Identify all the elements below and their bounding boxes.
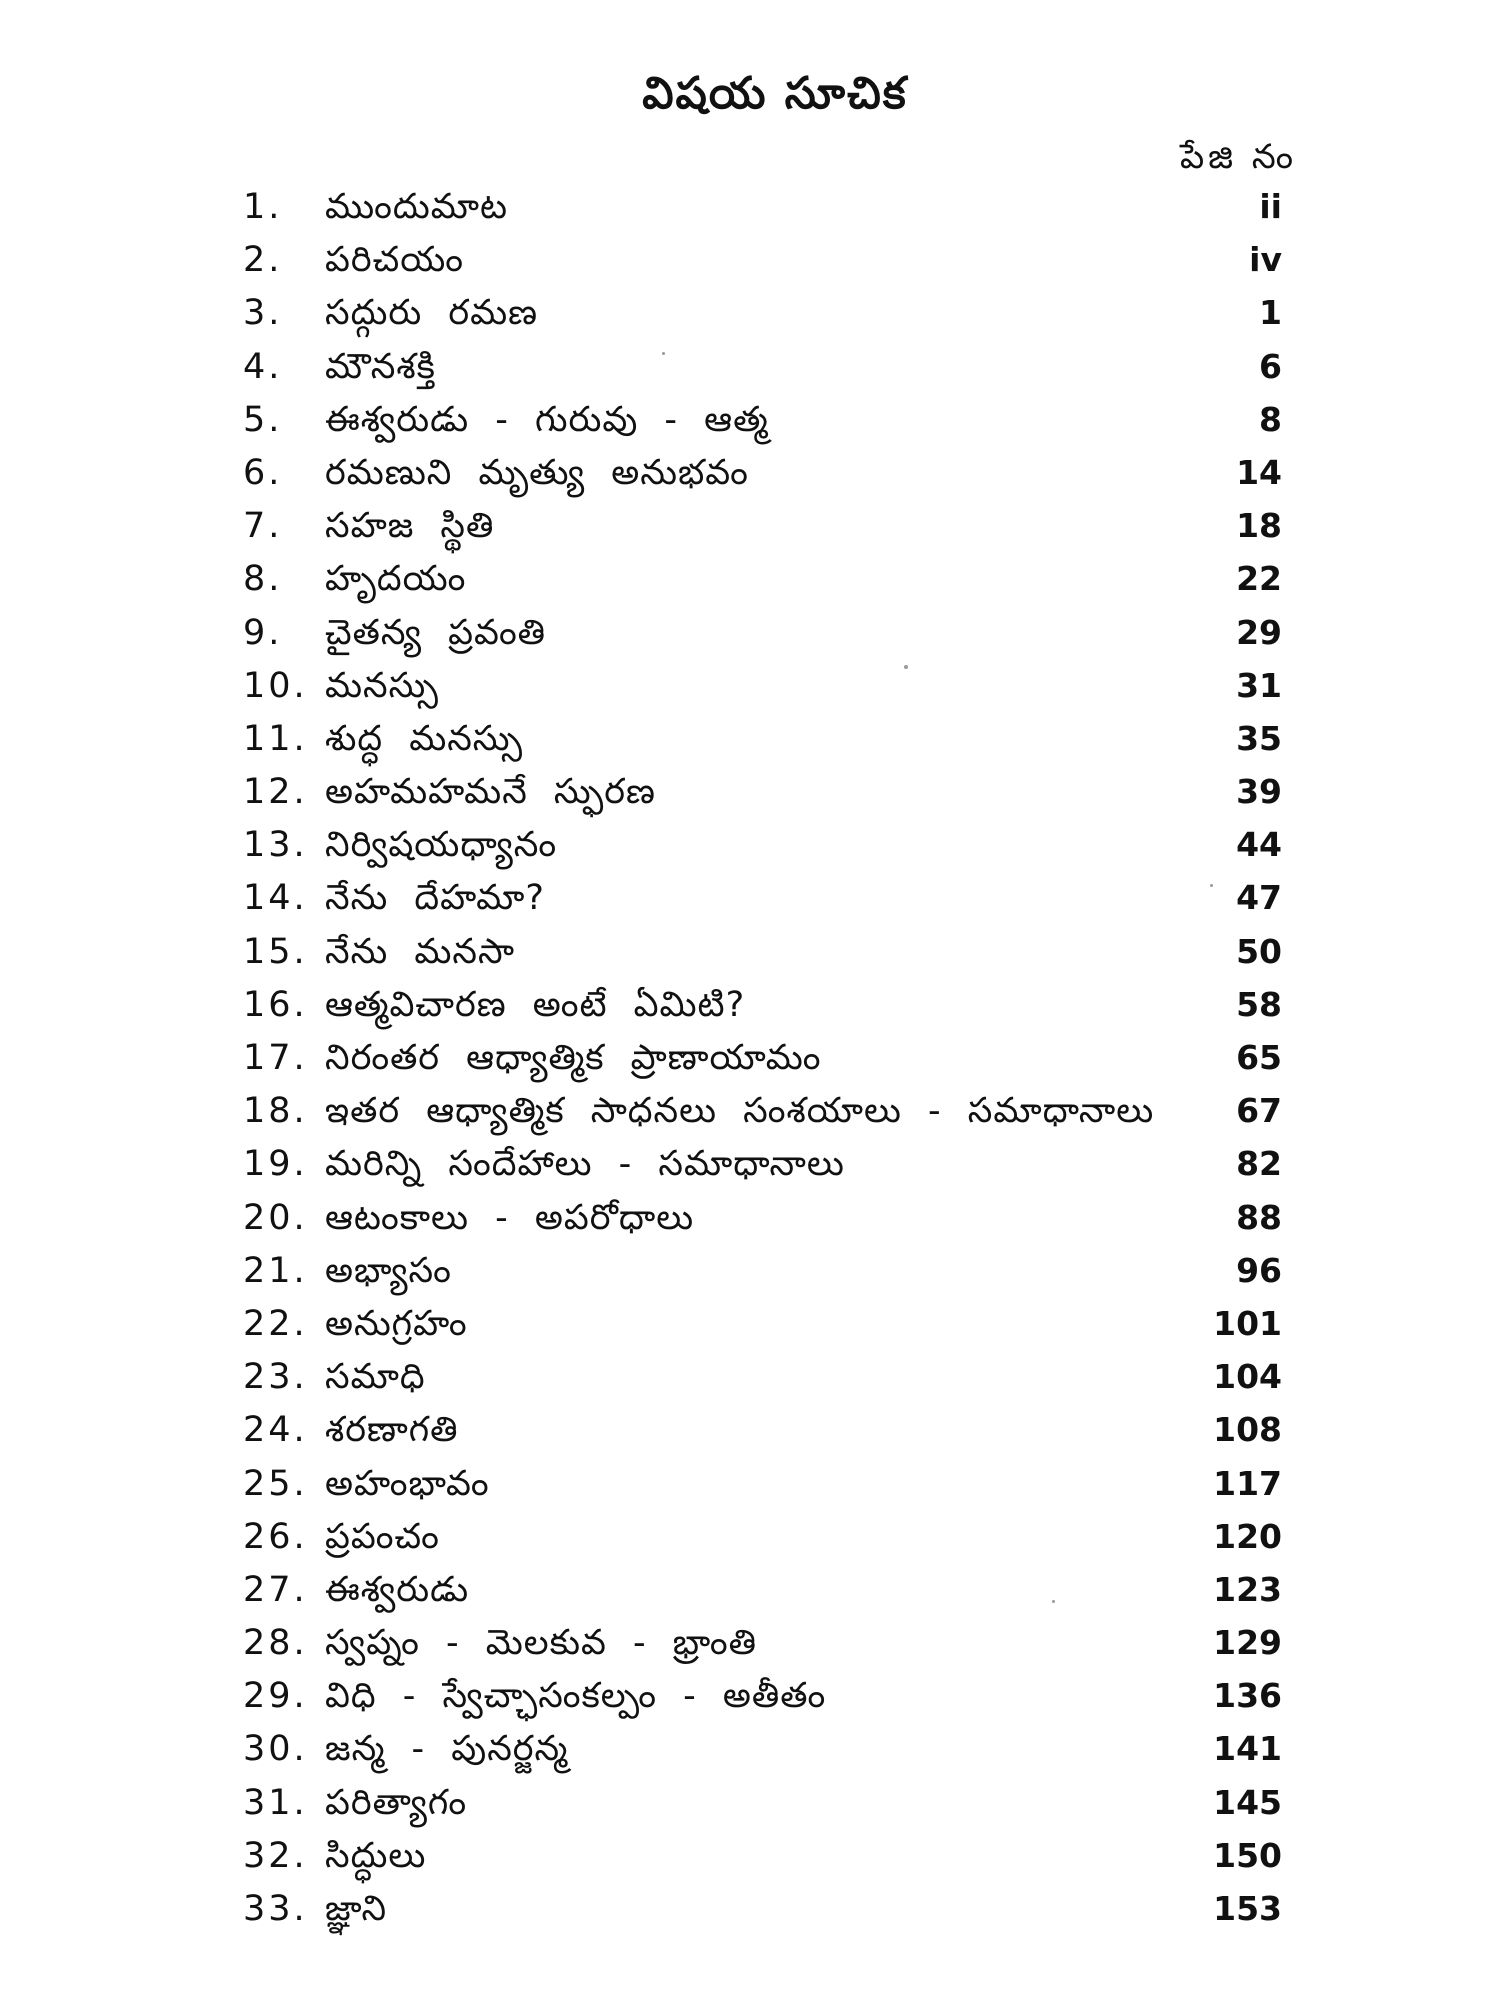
scan-speck [1052,1600,1055,1603]
toc-entry-page: 22 [1236,559,1282,599]
toc-entry [0,1193,1500,1246]
toc-entry-title: మౌనశక్తి [325,346,436,387]
toc-entry-number: 14. [243,878,308,919]
toc-entry-page: 47 [1236,878,1282,918]
toc-entry-number: 22. [243,1303,308,1344]
toc-entry-page: 29 [1236,612,1282,652]
toc-entry-title: ప్రపంచం [325,1516,440,1557]
toc-entry-page: 108 [1213,1410,1282,1450]
toc-entry [0,980,1500,1033]
toc-entry [0,1086,1500,1139]
toc-entry-number: 5. [243,399,283,440]
toc-entry-page: ii [1259,187,1282,226]
toc-entry-number: 21. [243,1250,308,1291]
toc-entry [0,395,1500,448]
toc-entry-number: 18. [243,1091,308,1132]
toc-entry [0,1778,1500,1831]
toc-entry-page: 39 [1236,772,1282,812]
toc-entry-page: 18 [1236,506,1282,546]
toc-entry-title: చైతన్య ప్రవంతి [325,612,547,653]
toc-entry-number: 27. [243,1569,308,1610]
toc-entry-page: 8 [1259,399,1282,439]
toc-entry [0,1405,1500,1458]
toc-entry [0,1512,1500,1565]
toc-entry-title: నిరంతర ఆధ్యాత్మిక ప్రాణాయామం [325,1038,822,1078]
toc-entry-number: 16. [243,984,308,1025]
toc-entry-page: 153 [1213,1889,1282,1928]
toc-entry-title: సిద్ధులు [325,1835,427,1876]
toc-entry-title: ముందుమాట [325,187,508,227]
toc-entry-title: అహంభావం [325,1463,490,1504]
toc-entry-title: పరిత్యాగం [325,1782,468,1823]
toc-entry [0,1246,1500,1299]
toc-entry-page: 65 [1236,1038,1282,1077]
toc-entry-title: ఇతర ఆధ్యాత్మిక సాధనలు సంశయాలు - సమాధానాలు [325,1091,1155,1132]
toc-entry [0,820,1500,873]
toc-entry-page: 67 [1236,1091,1282,1131]
toc-entry [0,927,1500,980]
toc-entry-title: నిర్విషయధ్యానం [325,825,558,866]
toc-entry [0,1884,1500,1937]
toc-entry-number: 13. [243,825,308,866]
toc-entry-title: విధి - స్వేచ్ఛాసంకల్పం - అతీతం [325,1676,827,1717]
toc-entry-title: ఈశ్వరుడు [325,1569,470,1610]
toc-entry-number: 17. [243,1038,308,1078]
toc-entry-page: 136 [1213,1676,1282,1716]
toc-entry-page: 117 [1213,1463,1282,1503]
page-title: విషయ సూచిక [642,68,908,119]
toc-entry-title: ఈశ్వరుడు - గురువు - ఆత్మ [325,399,769,440]
toc-entry-number: 31. [243,1782,308,1823]
toc-entry-page: 141 [1213,1729,1282,1769]
toc-entry [0,342,1500,395]
toc-entry-page: 88 [1236,1197,1282,1237]
toc-entry-number: 29. [243,1676,308,1717]
toc-entry-title: మరిన్ని సందేహాలు - సమాధానాలు [325,1144,845,1185]
toc-entry-number: 28. [243,1623,308,1664]
toc-entry-number: 9. [243,612,283,653]
toc-entry-title: నేను దేహమా? [325,878,545,919]
toc-entry-number: 10. [243,665,308,706]
toc-entry [0,1459,1500,1512]
toc-entry-number: 3. [243,293,283,334]
toc-entry-page: 31 [1236,665,1282,705]
toc-entry-number: 4. [243,346,283,387]
toc-entry [0,1831,1500,1884]
toc-entry [0,288,1500,341]
toc-entry [0,235,1500,288]
toc-entry-page: 129 [1213,1623,1282,1663]
toc-entry-page: 44 [1236,825,1282,865]
toc-entry [0,448,1500,501]
toc-entry [0,608,1500,661]
toc-entry-page: 96 [1236,1250,1282,1290]
toc-entry-page: 150 [1213,1835,1282,1875]
toc-entry [0,1299,1500,1352]
toc-entry-number: 32. [243,1835,308,1876]
toc-entry-page: 120 [1213,1516,1282,1556]
toc-entry [0,1352,1500,1405]
toc-entry-title: మనస్సు [325,665,439,706]
toc-entry-title: శుద్ధ మనస్సు [325,718,524,759]
toc-entry-title: రమణుని మృత్యు అనుభవం [325,452,749,493]
toc-entry-title: సద్గురు రమణ [325,293,539,334]
toc-entry-title: సహజ స్థితి [325,506,495,547]
toc-entry-number: 33. [243,1889,308,1929]
toc-entry-title: అహమహమనే స్ఫురణ [325,772,656,813]
toc-entry-title: స్వప్నం - మెలకువ - భ్రాంతి [325,1623,758,1664]
toc-entry-title: ఆటంకాలు - అపరోధాలు [325,1197,695,1238]
toc-entry-number: 8. [243,559,283,600]
toc-entry-page: 1 [1259,293,1282,333]
toc-entry [0,182,1500,235]
toc-entry [0,1565,1500,1618]
toc-entry-page: 82 [1236,1144,1282,1184]
toc-entry [0,1724,1500,1777]
toc-entry-number: 19. [243,1144,308,1185]
toc-entry [0,1671,1500,1724]
toc-entry-number: 1. [243,187,283,227]
toc-entry [0,1618,1500,1671]
toc-entry-title: పరిచయం [325,240,464,281]
toc-entry [0,767,1500,820]
toc-entry-number: 23. [243,1357,308,1398]
toc-entry-title: నేను మనసా [325,931,516,972]
toc-entry-title: అనుగ్రహం [325,1303,468,1344]
toc-entry-page: 58 [1236,984,1282,1024]
scan-speck [662,352,665,355]
toc-entry-number: 26. [243,1516,308,1557]
toc-entry-number: 6. [243,452,283,493]
toc-entry [0,501,1500,554]
toc-entry-page: 50 [1236,931,1282,971]
toc-entry-page: iv [1249,240,1282,280]
toc-entry-number: 12. [243,772,308,813]
toc-entry-number: 30. [243,1729,308,1770]
scan-speck [1210,884,1213,887]
table-of-contents [0,182,1500,1937]
toc-entry-page: 101 [1213,1303,1282,1343]
toc-entry [0,554,1500,607]
toc-entry-page: 35 [1236,718,1282,758]
toc-entry-number: 24. [243,1410,308,1451]
toc-entry-number: 11. [243,718,308,759]
toc-entry-number: 25. [243,1463,308,1504]
toc-entry-number: 15. [243,931,308,972]
toc-entry-number: 2. [243,240,283,281]
toc-entry [0,1033,1500,1086]
page-number-column-header: పేజి నం [1180,137,1297,177]
toc-entry-title: అభ్యాసం [325,1250,452,1291]
toc-entry-title: జన్మ - పునర్జన్మ [325,1729,569,1770]
toc-entry-page: 14 [1236,452,1282,492]
toc-entry-title: శరణాగతి [325,1410,459,1451]
toc-entry-page: 104 [1213,1357,1282,1397]
toc-entry-title: ఆత్మవిచారణ అంటే ఏమిటి? [325,984,746,1025]
toc-entry-title: హృదయం [325,559,467,600]
toc-entry-page: 123 [1213,1569,1282,1609]
toc-entry [0,1139,1500,1192]
toc-entry-number: 7. [243,506,283,547]
toc-entry-title: జ్ఞాని [325,1889,388,1929]
scan-speck [904,665,908,669]
toc-entry-number: 20. [243,1197,308,1238]
toc-entry [0,714,1500,767]
toc-entry-title: సమాధి [325,1357,426,1398]
toc-entry-page: 6 [1259,346,1282,386]
toc-entry [0,661,1500,714]
toc-entry-page: 145 [1213,1782,1282,1822]
toc-entry [0,873,1500,926]
